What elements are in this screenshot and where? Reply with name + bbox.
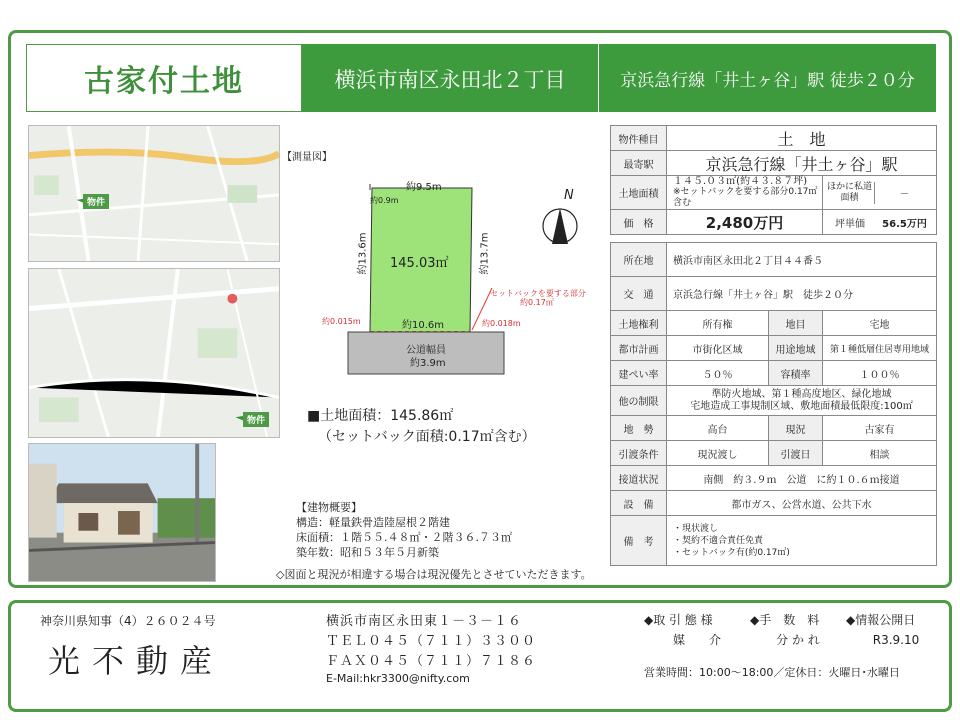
traffic-value: 京浜急行線「井土ヶ谷」駅 徒歩２０分	[667, 277, 937, 311]
survey-top-left-dim: 約0.9m	[370, 196, 399, 205]
deal-type-label: ◆取 引 態 様	[644, 613, 713, 627]
price-value: 2,480万円	[667, 210, 823, 235]
survey-top-dim: 約9.5m	[406, 182, 442, 193]
private-road-value: －	[899, 189, 910, 200]
property-info-table	[610, 125, 937, 566]
far-value: １００％	[823, 361, 937, 386]
area-label: 土地面積	[611, 176, 667, 210]
city-plan-label: 都市計画	[611, 336, 667, 361]
type-value: 土 地	[667, 126, 937, 151]
property-photo	[28, 443, 216, 582]
other-restrictions-2: 宅地造成工事規制区域、敷地面積最低限度:100㎡	[690, 400, 913, 412]
status-label: 現況	[769, 416, 823, 441]
company-address: 横浜市南区永田東１－３－１６	[326, 614, 523, 629]
price-label: 価 格	[611, 210, 667, 235]
survey-drawing	[282, 144, 608, 394]
road-access-value: 南側 約３.９ｍ 公道 に約１０.６ｍ接道	[667, 466, 937, 491]
company-contact	[326, 612, 536, 672]
station-header: 京浜急行線「井土ヶ谷」駅 徒歩２０分	[598, 44, 936, 112]
company-fax: ＦＡＸ０４５（７１１）７１８６	[326, 654, 537, 669]
bcr-label: 建ぺい率	[611, 361, 667, 386]
location-label: 所在地	[611, 243, 667, 277]
right-value: 所有権	[667, 311, 769, 336]
area-cell	[667, 176, 823, 210]
other-restrictions-label: 他の制限	[611, 386, 667, 416]
remarks-label: 備 考	[611, 516, 667, 566]
company-email[interactable]: E-Mail:hkr3300@nifty.com	[326, 672, 470, 685]
road-width: 約3.9m	[410, 358, 446, 369]
setback-label: セットバックを要する部分	[490, 289, 586, 298]
survey-left-dim: 約13.6m	[357, 232, 369, 275]
building-title: 【建物概要】	[296, 501, 362, 514]
land-area-sub: （セットバック面積:0.17㎡含む）	[318, 429, 536, 445]
area-value: １４５.０３㎡(約４３.８７坪)	[673, 176, 808, 187]
survey-area: 145.03㎡	[390, 256, 449, 271]
category-value: 宅地	[823, 311, 937, 336]
private-road-label: ほかに私道面積	[825, 182, 875, 204]
other-restrictions-cell	[667, 386, 937, 416]
building-floor-area: 床面積：１階５５.４８㎡・２階３６.７３㎡	[296, 531, 512, 544]
building-built: 築年数：昭和５３年５月新築	[296, 546, 439, 559]
other-restrictions-1: 準防火地域、第１種高度地区、緑化地域	[711, 388, 892, 400]
business-hours: 営業時間：10:00～18:00／定休日：火曜日･水曜日	[644, 666, 900, 679]
station-value: 京浜急行線「井土ヶ谷」駅	[667, 151, 937, 176]
unit-price-label: 坪単価	[835, 218, 865, 230]
survey-right-dim: 約13.7m	[479, 232, 491, 275]
property-type-title: 古家付土地	[26, 44, 302, 112]
property-address-header: 横浜市南区永田北２丁目	[302, 44, 598, 112]
road-access-label: 接道状況	[611, 466, 667, 491]
delivery-date-value: 相談	[823, 441, 937, 466]
survey-title: 【測量図】	[282, 152, 332, 163]
notice-text: ◇図面と現況が相違する場合は現況優先とさせていただきます。	[276, 568, 592, 581]
area-map-wide	[28, 125, 280, 262]
remark-item: ・セットバック有(約0.17㎡)	[673, 547, 790, 558]
category-label: 地目	[769, 311, 823, 336]
remarks-list	[667, 516, 937, 566]
delivery-label: 引渡条件	[611, 441, 667, 466]
delivery-value: 現況渡し	[667, 441, 769, 466]
license-number: 神奈川県知事（4）２６０２４号	[40, 614, 216, 628]
right-label: 土地権利	[611, 311, 667, 336]
survey-left-small-dim: 約0.015m	[322, 317, 361, 326]
bcr-value: ５０％	[667, 361, 769, 386]
terrain-value: 高台	[667, 416, 769, 441]
traffic-label: 交 通	[611, 277, 667, 311]
unit-price-cell	[823, 210, 937, 235]
zoning-label: 用途地域	[769, 336, 823, 361]
facility-label: 設 備	[611, 491, 667, 516]
setback-area: 約0.17㎡	[520, 298, 554, 307]
station-label: 最寄駅	[611, 151, 667, 176]
compass-north-label: N	[564, 188, 574, 203]
fee-value: 分 か れ	[776, 633, 820, 647]
publish-date-label: ◆情報公開日	[846, 613, 916, 627]
private-road-cell	[823, 176, 937, 210]
area-map-detail	[28, 268, 280, 438]
map-marker-label: 物件	[83, 194, 109, 209]
delivery-date-label: 引渡日	[769, 441, 823, 466]
terrain-label: 地 勢	[611, 416, 667, 441]
facility-value: 都市ガス、公営水道、公共下水	[667, 491, 937, 516]
survey-bottom-dim: 約10.6m	[402, 320, 445, 331]
remark-item: ・現状渡し	[673, 523, 719, 534]
building-structure: 構造：軽量鉄骨造陸屋根２階建	[296, 516, 450, 529]
building-summary	[296, 500, 512, 560]
city-plan-value: 市街化区域	[667, 336, 769, 361]
location-value: 横浜市南区永田北２丁目４４番５	[667, 243, 937, 277]
status-value: 古家有	[823, 416, 937, 441]
publish-date-value: R3.9.10	[872, 633, 920, 647]
fee-label: ◆手 数 料	[750, 613, 820, 627]
deal-type-value: 媒 介	[672, 633, 721, 647]
far-label: 容積率	[769, 361, 823, 386]
area-note: ※セットバックを要する部分0.17㎡含む	[673, 187, 818, 208]
company-name: 光不動産	[48, 642, 225, 680]
survey-right-small-dim: 約0.018m	[482, 319, 521, 328]
zoning-value: 第１種低層住居専用地域	[823, 336, 937, 361]
land-area-main: ■土地面積：145.86㎡	[307, 408, 454, 424]
company-tel: ＴＥＬ０４５（７１１）３３００	[326, 634, 537, 649]
road-label: 公道幅員	[406, 345, 446, 356]
remark-item: ・契約不適合責任免責	[673, 535, 764, 546]
map-marker-label: 物件	[243, 412, 269, 427]
transaction-terms	[644, 610, 946, 650]
type-label: 物件種目	[611, 126, 667, 151]
unit-price-value: 56.5万円	[882, 218, 927, 230]
